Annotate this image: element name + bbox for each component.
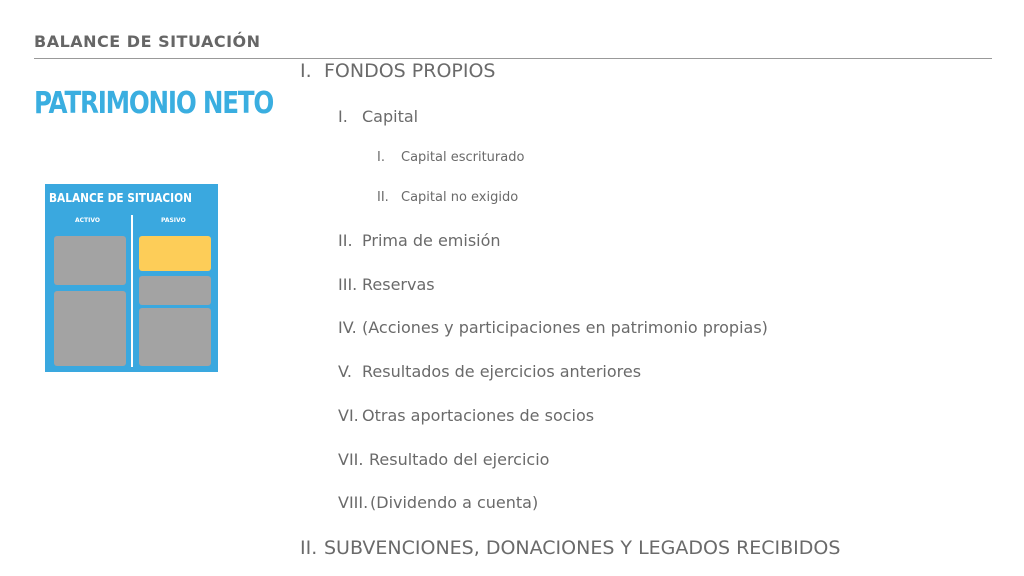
- outline-item-resultado-ejercicio: [338, 450, 549, 469]
- outline-item-fondos-propios: [300, 60, 495, 82]
- diagram-title: BALANCE DE SITUACION: [49, 191, 192, 205]
- outline-item-subvenciones: [300, 537, 840, 559]
- item-label: Reservas: [362, 275, 435, 294]
- item-label: Capital: [362, 107, 419, 126]
- item-number: VII.: [338, 450, 364, 469]
- item-label: Otras aportaciones de socios: [362, 406, 595, 425]
- item-number: II.: [377, 190, 389, 205]
- item-label: Resultados de ejercicios anteriores: [362, 362, 642, 381]
- item-number: V.: [338, 362, 352, 381]
- page-title: PATRIMONIO NETO: [34, 86, 274, 121]
- diagram-divider: [131, 215, 133, 367]
- item-number: I.: [300, 60, 312, 82]
- outline-item-capital-no-exigido: [377, 190, 518, 205]
- outline-item-resultados-anteriores: [338, 362, 641, 381]
- pasivo-block-middle: [139, 276, 211, 305]
- item-number: I.: [338, 107, 348, 126]
- item-number: VIII.: [338, 493, 369, 512]
- item-number: II.: [338, 231, 353, 250]
- activo-block-bottom: [54, 291, 126, 366]
- outline-item-prima: [338, 231, 501, 250]
- outline-item-capital-escriturado: [377, 150, 524, 165]
- item-number: I.: [377, 150, 385, 165]
- header-divider: [34, 58, 992, 59]
- item-number: II.: [300, 537, 318, 559]
- diagram-col-pasivo: PASIVO: [161, 217, 186, 224]
- outline-item-otras-aportaciones: [338, 406, 594, 425]
- pasivo-block-bottom: [139, 308, 211, 366]
- section-header: BALANCE DE SITUACIÓN: [34, 32, 261, 51]
- outline-item-acciones: [338, 318, 768, 337]
- balance-sheet-diagram: [45, 184, 218, 372]
- activo-block-top: [54, 236, 126, 285]
- outline-item-dividendo: [338, 493, 538, 512]
- diagram-col-activo: ACTIVO: [75, 217, 101, 224]
- pasivo-block-highlight: [139, 236, 211, 271]
- outline-item-reservas: [338, 275, 435, 294]
- item-label: Capital no exigido: [401, 190, 519, 205]
- item-label: (Dividendo a cuenta): [370, 493, 539, 512]
- item-label: SUBVENCIONES, DONACIONES Y LEGADOS RECIBIDOS: [324, 537, 841, 559]
- item-number: III.: [338, 275, 358, 294]
- item-label: (Acciones y participaciones en patrimonio propias): [362, 318, 768, 337]
- item-number: VI.: [338, 406, 359, 425]
- item-label: Resultado del ejercicio: [369, 450, 550, 469]
- item-number: IV.: [338, 318, 357, 337]
- item-label: FONDOS PROPIOS: [324, 60, 496, 82]
- item-label: Capital escriturado: [401, 150, 525, 165]
- item-label: Prima de emisión: [362, 231, 501, 250]
- outline-item-capital: [338, 107, 418, 126]
